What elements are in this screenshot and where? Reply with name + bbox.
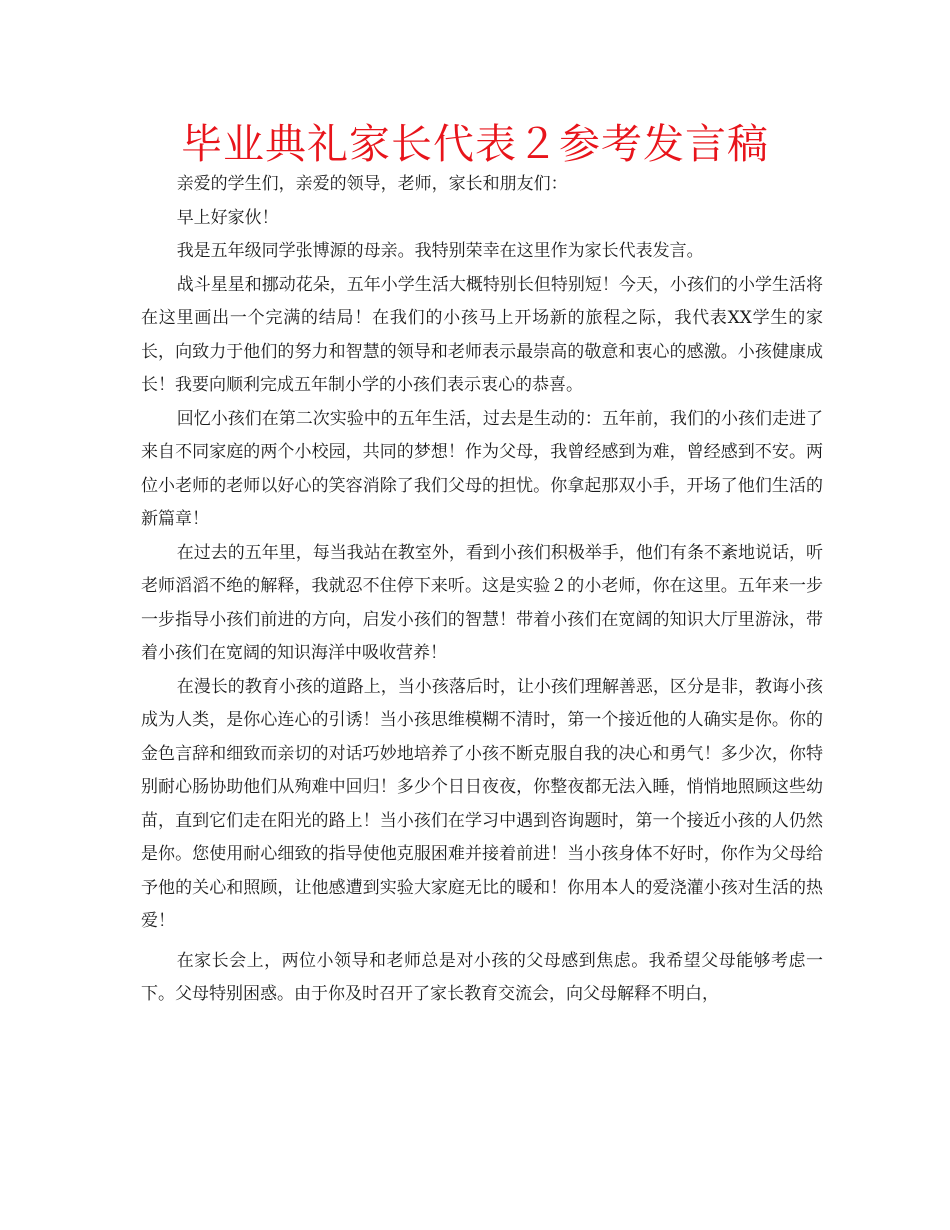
paragraph-salutation: 早上好家伙！ bbox=[176, 207, 279, 228]
paragraph-introduction: 我是五年级同学张博源的母亲。我特别荣幸在这里作为家长代表发言。 bbox=[176, 241, 704, 261]
document-title: 毕业典礼家长代表２参考发言稿 bbox=[181, 120, 769, 168]
document-body bbox=[141, 168, 823, 1012]
paragraph: 战斗星星和挪动花朵，五年小学生活大概特别长但特别短！今天，小孩们的小学生活将在这里画出一个完满的结局！在我们的小孩马上开场新的旅程之际，我代表XX学生的家长，向致力于他们的努力和智慧的领导和老师表示最崇高的敬意和衷心的感激。小孩健康成长！我要向顺利完成五年制小学的小孩们表示衷心的恭喜。 bbox=[141, 274, 823, 395]
paragraph: 在过去的五年里，每当我站在教室外，看到小孩们积极举手，他们有条不紊地说话，听老师滔滔不绝的解释，我就忍不住停下来听。这是实验２的小老师，你在这里。五年来一步一步指导小孩们前进的方向，启发小孩们的智慧！带着小孩们在宽阔的知识大厅里游泳，带着小孩们在宽阔的知识海洋中吸收营养！ bbox=[141, 542, 823, 663]
paragraph: 在家长会上，两位小领导和老师总是对小孩的父母感到焦虑。我希望父母能够考虑一下。父母特别困惑。由于你及时召开了家长教育交流会，向父母解释不明白， bbox=[141, 950, 823, 1004]
paragraph: 在漫长的教育小孩的道路上，当小孩落后时，让小孩们理解善恶，区分是非，教诲小孩成为人类，是你心连心的引诱！当小孩思维模糊不清时，第一个接近他的人确实是你。你的金色言辞和细致而亲切的对话巧妙地培养了小孩不断克服自我的决心和勇气！多少次，你特别耐心肠协助他们从殉难中回归！多少个日日夜夜，你整夜都无法入睡，悄悄地照顾这些幼苗，直到它们走在阳光的路上！当小孩们在学习中遇到咨询题时，第一个接近小孩的人仍然是你。您使用耐心细致的指导使他克服困难并接着前进！当小孩身体不好时，你作为父母给予他的关心和照顾，让他感遭到实验大家庭无比的暖和！你用本人的爱浇灌小孩对生活的热爱！ bbox=[141, 676, 823, 931]
paragraph-greeting: 亲爱的学生们，亲爱的领导，老师，家长和朋友们： bbox=[176, 174, 568, 194]
paragraph: 回忆小孩们在第二次实验中的五年生活，过去是生动的：五年前，我们的小孩们走进了来自不同家庭的两个小校园，共同的梦想！作为父母，我曾经感到为难，曾经感到不安。两位小老师的老师以好心的笑容消除了我们父母的担忧。你拿起那双小手，开场了他们生活的新篇章！ bbox=[141, 408, 823, 529]
